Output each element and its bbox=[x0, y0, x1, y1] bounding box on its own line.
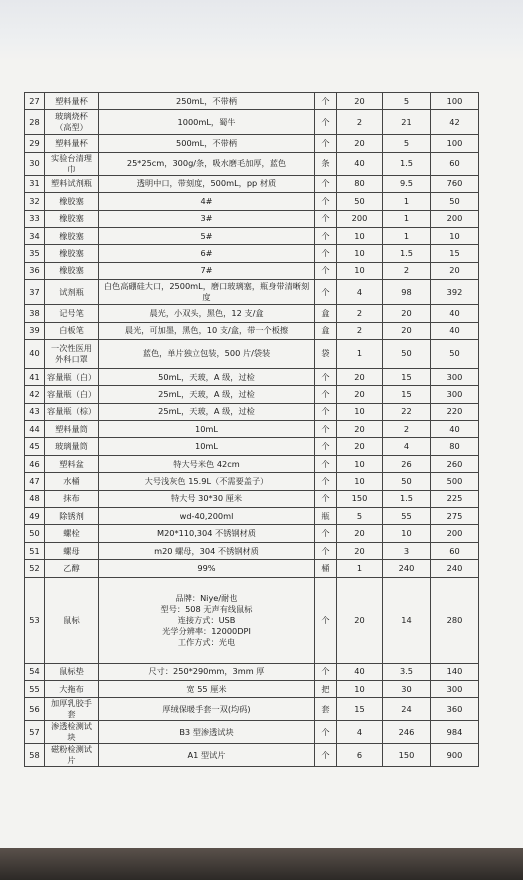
item-name: 塑料量筒 bbox=[45, 421, 99, 438]
item-total: 260 bbox=[431, 455, 479, 472]
item-price: 1 bbox=[383, 193, 431, 210]
desk-background bbox=[0, 848, 523, 880]
item-quantity: 20 bbox=[337, 135, 383, 152]
item-price: 1.5 bbox=[383, 152, 431, 175]
item-quantity: 2 bbox=[337, 322, 383, 339]
item-unit: 个 bbox=[315, 542, 337, 559]
item-total: 200 bbox=[431, 210, 479, 227]
item-total: 50 bbox=[431, 339, 479, 368]
table-row bbox=[25, 473, 479, 490]
table-row bbox=[25, 744, 479, 767]
item-quantity: 20 bbox=[337, 577, 383, 663]
item-quantity: 20 bbox=[337, 93, 383, 110]
item-price: 4 bbox=[383, 438, 431, 455]
item-quantity: 20 bbox=[337, 542, 383, 559]
table-row bbox=[25, 386, 479, 403]
item-quantity: 80 bbox=[337, 175, 383, 192]
table-row bbox=[25, 175, 479, 192]
item-unit: 个 bbox=[315, 210, 337, 227]
item-unit: 条 bbox=[315, 152, 337, 175]
item-quantity: 50 bbox=[337, 193, 383, 210]
item-unit: 个 bbox=[315, 93, 337, 110]
row-number: 45 bbox=[25, 438, 45, 455]
item-spec: 特大号 30*30 厘米 bbox=[99, 490, 315, 507]
item-name: 大拖布 bbox=[45, 680, 99, 697]
row-number: 32 bbox=[25, 193, 45, 210]
row-number: 54 bbox=[25, 663, 45, 680]
item-total: 984 bbox=[431, 721, 479, 744]
item-price: 5 bbox=[383, 135, 431, 152]
item-quantity: 10 bbox=[337, 262, 383, 279]
item-unit: 套 bbox=[315, 698, 337, 721]
table-row bbox=[25, 577, 479, 663]
row-number: 40 bbox=[25, 339, 45, 368]
row-number: 47 bbox=[25, 473, 45, 490]
item-spec: 4# bbox=[99, 193, 315, 210]
item-spec: 5# bbox=[99, 227, 315, 244]
table-row bbox=[25, 210, 479, 227]
row-number: 38 bbox=[25, 305, 45, 322]
table-row bbox=[25, 262, 479, 279]
item-price: 21 bbox=[383, 110, 431, 135]
item-price: 50 bbox=[383, 473, 431, 490]
item-total: 40 bbox=[431, 305, 479, 322]
item-total: 300 bbox=[431, 680, 479, 697]
row-number: 43 bbox=[25, 403, 45, 420]
table-row bbox=[25, 280, 479, 305]
item-total: 280 bbox=[431, 577, 479, 663]
row-number: 48 bbox=[25, 490, 45, 507]
item-unit: 瓶 bbox=[315, 508, 337, 525]
table-row bbox=[25, 525, 479, 542]
item-total: 80 bbox=[431, 438, 479, 455]
item-quantity: 2 bbox=[337, 305, 383, 322]
item-unit: 把 bbox=[315, 680, 337, 697]
item-quantity: 20 bbox=[337, 386, 383, 403]
row-number: 49 bbox=[25, 508, 45, 525]
row-number: 55 bbox=[25, 680, 45, 697]
item-price: 24 bbox=[383, 698, 431, 721]
item-total: 200 bbox=[431, 525, 479, 542]
item-spec: 蓝色，单片独立包装，500 片/袋装 bbox=[99, 339, 315, 368]
item-quantity: 200 bbox=[337, 210, 383, 227]
table-row bbox=[25, 542, 479, 559]
item-unit: 个 bbox=[315, 135, 337, 152]
item-name: 塑料盆 bbox=[45, 455, 99, 472]
row-number: 28 bbox=[25, 110, 45, 135]
table-row bbox=[25, 490, 479, 507]
table-row bbox=[25, 135, 479, 152]
item-quantity: 40 bbox=[337, 152, 383, 175]
item-total: 225 bbox=[431, 490, 479, 507]
row-number: 44 bbox=[25, 421, 45, 438]
table-row bbox=[25, 368, 479, 385]
row-number: 36 bbox=[25, 262, 45, 279]
item-spec: 6# bbox=[99, 245, 315, 262]
item-name: 加厚乳胶手套 bbox=[45, 698, 99, 721]
row-number: 50 bbox=[25, 525, 45, 542]
table-row bbox=[25, 421, 479, 438]
item-unit: 个 bbox=[315, 262, 337, 279]
table-row bbox=[25, 560, 479, 577]
item-spec: 特大号米色 42cm bbox=[99, 455, 315, 472]
table-row bbox=[25, 403, 479, 420]
item-unit: 个 bbox=[315, 721, 337, 744]
item-total: 360 bbox=[431, 698, 479, 721]
row-number: 30 bbox=[25, 152, 45, 175]
item-price: 20 bbox=[383, 305, 431, 322]
item-quantity: 10 bbox=[337, 403, 383, 420]
item-spec: 宽 55 厘米 bbox=[99, 680, 315, 697]
item-name: 橡胶塞 bbox=[45, 262, 99, 279]
item-name: 螺栓 bbox=[45, 525, 99, 542]
item-total: 760 bbox=[431, 175, 479, 192]
table-row bbox=[25, 93, 479, 110]
item-unit: 个 bbox=[315, 438, 337, 455]
item-spec: 99% bbox=[99, 560, 315, 577]
item-total: 40 bbox=[431, 421, 479, 438]
item-name: 玻璃量筒 bbox=[45, 438, 99, 455]
item-price: 3.5 bbox=[383, 663, 431, 680]
item-name: 抹布 bbox=[45, 490, 99, 507]
item-price: 2 bbox=[383, 421, 431, 438]
item-name: 实验台清理巾 bbox=[45, 152, 99, 175]
page-top-shadow bbox=[0, 0, 523, 60]
row-number: 42 bbox=[25, 386, 45, 403]
item-price: 22 bbox=[383, 403, 431, 420]
item-quantity: 10 bbox=[337, 227, 383, 244]
table-row bbox=[25, 508, 479, 525]
row-number: 35 bbox=[25, 245, 45, 262]
item-unit: 个 bbox=[315, 227, 337, 244]
item-name: 橡胶塞 bbox=[45, 210, 99, 227]
item-name: 容量瓶（白） bbox=[45, 368, 99, 385]
table-row bbox=[25, 193, 479, 210]
item-unit: 个 bbox=[315, 744, 337, 767]
row-number: 53 bbox=[25, 577, 45, 663]
item-price: 2 bbox=[383, 262, 431, 279]
item-price: 240 bbox=[383, 560, 431, 577]
item-spec: 10mL bbox=[99, 421, 315, 438]
item-quantity: 2 bbox=[337, 110, 383, 135]
item-total: 300 bbox=[431, 368, 479, 385]
item-name: 橡胶塞 bbox=[45, 227, 99, 244]
row-number: 37 bbox=[25, 280, 45, 305]
item-quantity: 20 bbox=[337, 525, 383, 542]
item-unit: 个 bbox=[315, 663, 337, 680]
item-name: 渗透检测试块 bbox=[45, 721, 99, 744]
item-total: 220 bbox=[431, 403, 479, 420]
item-price: 14 bbox=[383, 577, 431, 663]
item-unit: 袋 bbox=[315, 339, 337, 368]
item-quantity: 20 bbox=[337, 368, 383, 385]
item-name: 记号笔 bbox=[45, 305, 99, 322]
item-quantity: 6 bbox=[337, 744, 383, 767]
item-quantity: 10 bbox=[337, 245, 383, 262]
item-total: 140 bbox=[431, 663, 479, 680]
item-name: 磁粉检测试片 bbox=[45, 744, 99, 767]
item-quantity: 150 bbox=[337, 490, 383, 507]
item-total: 15 bbox=[431, 245, 479, 262]
item-unit: 个 bbox=[315, 368, 337, 385]
item-price: 55 bbox=[383, 508, 431, 525]
item-spec: 大号浅灰色 15.9L（不需要盖子） bbox=[99, 473, 315, 490]
item-quantity: 1 bbox=[337, 339, 383, 368]
table-row bbox=[25, 152, 479, 175]
item-unit: 个 bbox=[315, 577, 337, 663]
table-row bbox=[25, 698, 479, 721]
row-number: 56 bbox=[25, 698, 45, 721]
item-unit: 个 bbox=[315, 110, 337, 135]
item-spec: 7# bbox=[99, 262, 315, 279]
item-total: 275 bbox=[431, 508, 479, 525]
item-spec: 晨光，可加墨，黑色，10 支/盒，带一个板擦 bbox=[99, 322, 315, 339]
item-total: 500 bbox=[431, 473, 479, 490]
item-total: 40 bbox=[431, 322, 479, 339]
item-price: 15 bbox=[383, 386, 431, 403]
row-number: 33 bbox=[25, 210, 45, 227]
item-spec: 1000mL，蜀牛 bbox=[99, 110, 315, 135]
item-quantity: 1 bbox=[337, 560, 383, 577]
item-unit: 个 bbox=[315, 193, 337, 210]
item-price: 1 bbox=[383, 210, 431, 227]
item-price: 3 bbox=[383, 542, 431, 559]
table-row bbox=[25, 245, 479, 262]
item-name: 橡胶塞 bbox=[45, 245, 99, 262]
item-spec: 厚绒保暖手套一双(均码) bbox=[99, 698, 315, 721]
item-name: 试剂瓶 bbox=[45, 280, 99, 305]
table-row bbox=[25, 455, 479, 472]
item-total: 100 bbox=[431, 135, 479, 152]
item-total: 42 bbox=[431, 110, 479, 135]
row-number: 39 bbox=[25, 322, 45, 339]
item-quantity: 20 bbox=[337, 421, 383, 438]
item-name: 一次性医用外科口罩 bbox=[45, 339, 99, 368]
item-total: 60 bbox=[431, 542, 479, 559]
table-row bbox=[25, 438, 479, 455]
item-total: 300 bbox=[431, 386, 479, 403]
item-total: 60 bbox=[431, 152, 479, 175]
row-number: 34 bbox=[25, 227, 45, 244]
item-quantity: 10 bbox=[337, 680, 383, 697]
row-number: 52 bbox=[25, 560, 45, 577]
item-price: 30 bbox=[383, 680, 431, 697]
item-unit: 桶 bbox=[315, 560, 337, 577]
row-number: 58 bbox=[25, 744, 45, 767]
item-unit: 个 bbox=[315, 386, 337, 403]
item-unit: 盒 bbox=[315, 305, 337, 322]
item-spec: wd-40,200ml bbox=[99, 508, 315, 525]
item-price: 98 bbox=[383, 280, 431, 305]
item-quantity: 5 bbox=[337, 508, 383, 525]
table-row bbox=[25, 680, 479, 697]
item-unit: 个 bbox=[315, 175, 337, 192]
item-total: 10 bbox=[431, 227, 479, 244]
item-price: 15 bbox=[383, 368, 431, 385]
row-number: 46 bbox=[25, 455, 45, 472]
item-total: 240 bbox=[431, 560, 479, 577]
item-price: 150 bbox=[383, 744, 431, 767]
item-total: 100 bbox=[431, 93, 479, 110]
item-unit: 个 bbox=[315, 245, 337, 262]
item-name: 塑料试剂瓶 bbox=[45, 175, 99, 192]
table-row bbox=[25, 227, 479, 244]
table-row bbox=[25, 110, 479, 135]
item-spec: 25mL，天玻，A 级，过检 bbox=[99, 403, 315, 420]
table-row bbox=[25, 305, 479, 322]
item-price: 20 bbox=[383, 322, 431, 339]
item-name: 除锈剂 bbox=[45, 508, 99, 525]
item-price: 1 bbox=[383, 227, 431, 244]
item-price: 1.5 bbox=[383, 245, 431, 262]
item-price: 246 bbox=[383, 721, 431, 744]
item-quantity: 10 bbox=[337, 473, 383, 490]
item-name: 橡胶塞 bbox=[45, 193, 99, 210]
table-row bbox=[25, 663, 479, 680]
table-row bbox=[25, 721, 479, 744]
item-name: 塑料量杯 bbox=[45, 93, 99, 110]
item-spec: 尺寸：250*290mm，3mm 厚 bbox=[99, 663, 315, 680]
item-total: 50 bbox=[431, 193, 479, 210]
item-name: 鼠标垫 bbox=[45, 663, 99, 680]
item-unit: 个 bbox=[315, 473, 337, 490]
item-spec: 25*25cm，300g/条，吸水磨毛加厚，蓝色 bbox=[99, 152, 315, 175]
item-name: 玻璃烧杯（高型） bbox=[45, 110, 99, 135]
item-quantity: 4 bbox=[337, 721, 383, 744]
item-spec: 250mL，不带柄 bbox=[99, 93, 315, 110]
purchase-table bbox=[24, 92, 479, 767]
item-spec: 透明中口，带刻度，500mL，pp 材质 bbox=[99, 175, 315, 192]
item-price: 50 bbox=[383, 339, 431, 368]
row-number: 51 bbox=[25, 542, 45, 559]
item-name: 塑料量杯 bbox=[45, 135, 99, 152]
item-spec: m20 螺母，304 不锈钢材质 bbox=[99, 542, 315, 559]
item-spec: 品牌：Niye/耐也 型号：508 无声有线鼠标 连接方式：USB 光学分辨率：12000DPI 工作方式：光电 bbox=[99, 577, 315, 663]
item-price: 1.5 bbox=[383, 490, 431, 507]
item-price: 10 bbox=[383, 525, 431, 542]
item-quantity: 20 bbox=[337, 438, 383, 455]
item-spec: 500mL，不带柄 bbox=[99, 135, 315, 152]
item-name: 鼠标 bbox=[45, 577, 99, 663]
item-price: 5 bbox=[383, 93, 431, 110]
item-unit: 个 bbox=[315, 455, 337, 472]
item-unit: 个 bbox=[315, 490, 337, 507]
item-total: 20 bbox=[431, 262, 479, 279]
item-name: 容量瓶（白） bbox=[45, 386, 99, 403]
item-name: 容量瓶（棕） bbox=[45, 403, 99, 420]
item-spec: 白色高硼硅大口，2500mL，磨口玻璃塞，瓶身带清晰刻度 bbox=[99, 280, 315, 305]
item-spec: A1 型试片 bbox=[99, 744, 315, 767]
item-name: 乙醇 bbox=[45, 560, 99, 577]
row-number: 41 bbox=[25, 368, 45, 385]
item-quantity: 15 bbox=[337, 698, 383, 721]
row-number: 29 bbox=[25, 135, 45, 152]
item-price: 26 bbox=[383, 455, 431, 472]
table-body bbox=[25, 93, 479, 767]
item-unit: 个 bbox=[315, 525, 337, 542]
row-number: 27 bbox=[25, 93, 45, 110]
item-spec: 晨光，小双头，黑色，12 支/盒 bbox=[99, 305, 315, 322]
item-quantity: 4 bbox=[337, 280, 383, 305]
item-spec: 25mL，天玻，A 级，过检 bbox=[99, 386, 315, 403]
table-row bbox=[25, 339, 479, 368]
item-unit: 个 bbox=[315, 403, 337, 420]
item-spec: 50mL，天玻，A 级，过检 bbox=[99, 368, 315, 385]
item-spec: 10mL bbox=[99, 438, 315, 455]
item-spec: B3 型渗透试块 bbox=[99, 721, 315, 744]
item-spec: 3# bbox=[99, 210, 315, 227]
item-spec: M20*110,304 不锈钢材质 bbox=[99, 525, 315, 542]
item-name: 白板笔 bbox=[45, 322, 99, 339]
item-name: 螺母 bbox=[45, 542, 99, 559]
item-unit: 个 bbox=[315, 280, 337, 305]
item-total: 900 bbox=[431, 744, 479, 767]
item-name: 水桶 bbox=[45, 473, 99, 490]
row-number: 31 bbox=[25, 175, 45, 192]
item-quantity: 40 bbox=[337, 663, 383, 680]
item-price: 9.5 bbox=[383, 175, 431, 192]
item-quantity: 10 bbox=[337, 455, 383, 472]
row-number: 57 bbox=[25, 721, 45, 744]
table-row bbox=[25, 322, 479, 339]
item-total: 392 bbox=[431, 280, 479, 305]
item-unit: 个 bbox=[315, 421, 337, 438]
item-unit: 盒 bbox=[315, 322, 337, 339]
